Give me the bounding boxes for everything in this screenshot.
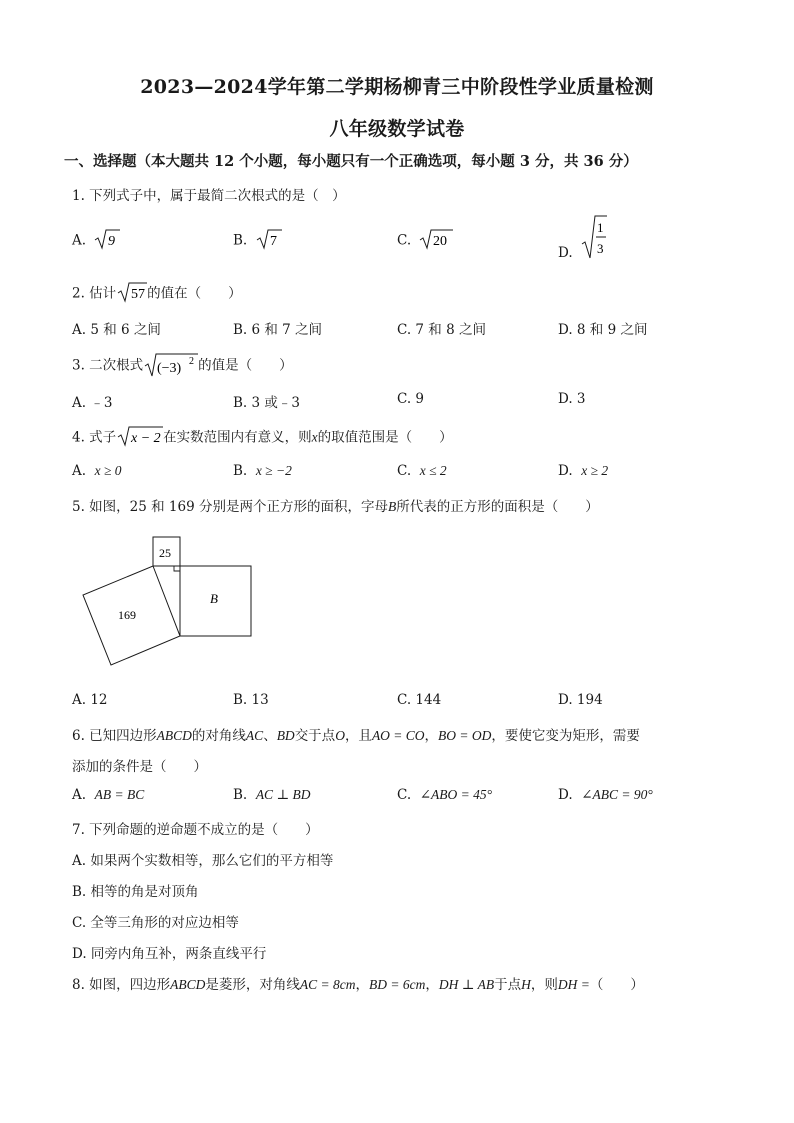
q1-d-denominator: 3 bbox=[596, 241, 604, 256]
q1-option-c: C. 20 bbox=[397, 228, 453, 254]
q8-stem: 8. 如图，四边形ABCD是菱形，对角线AC = 8cm，BD = 6cm，DH ⊥ AB于点H，则DH =（ ） bbox=[72, 977, 644, 993]
q2-option-c: C. 7 和 8 之间 bbox=[397, 322, 486, 338]
q1-d-numerator: 1 bbox=[596, 220, 604, 235]
q7-stem: 7. 下列命题的逆命题不成立的是（ ） bbox=[72, 822, 319, 838]
q4-option-c: C. x ≤ 2 bbox=[397, 463, 447, 479]
q7-option-b: B. 相等的角是对顶角 bbox=[72, 884, 199, 900]
sqrt-symbol bbox=[419, 228, 453, 254]
q5-option-c: C. 144 bbox=[397, 692, 442, 708]
q3-option-a: A. ﹣3 bbox=[72, 395, 113, 411]
q6-stem-line2: 添加的条件是（ ） bbox=[72, 759, 207, 775]
q7-option-a: A. 如果两个实数相等，那么它们的平方相等 bbox=[72, 853, 334, 869]
q6-option-b: B. AC ⊥ BD bbox=[233, 787, 311, 803]
q5-stem: 5. 如图，25 和 169 分别是两个正方形的面积，字母B所代表的正方形的面积是（ ） bbox=[72, 499, 599, 515]
sqrt-symbol bbox=[117, 425, 163, 451]
q5-option-b: B. 13 bbox=[233, 692, 269, 708]
right-angle-mark bbox=[174, 566, 180, 571]
q1-b-radicand: 7 bbox=[269, 234, 277, 249]
q7-option-c: C. 全等三角形的对应边相等 bbox=[72, 915, 239, 931]
q1-option-d: D. 1 3 bbox=[558, 214, 607, 264]
q6-stem-line1: 6. 已知四边形ABCD的对角线AC、BD交于点O，且AO = CO，BO = OD，要使它变为矩形，需要 bbox=[72, 728, 640, 744]
q3-option-c: C. 9 bbox=[397, 391, 425, 407]
small-square-label: 25 bbox=[159, 546, 171, 560]
q3-option-b: B. 3 或﹣3 bbox=[233, 395, 300, 411]
sqrt-symbol bbox=[144, 350, 198, 382]
sqrt-fraction bbox=[581, 214, 607, 264]
q6-option-c: C. ∠ABO = 45° bbox=[397, 787, 493, 803]
q1-option-b: B. 7 bbox=[233, 228, 282, 254]
sqrt-symbol bbox=[256, 228, 282, 254]
exam-subtitle: 八年级数学试卷 bbox=[329, 118, 465, 140]
q1-c-radicand: 20 bbox=[433, 234, 448, 249]
q5-option-a: A. 12 bbox=[72, 692, 108, 708]
sqrt-symbol bbox=[94, 228, 120, 254]
section-heading: 一、选择题（本大题共 12 个小题，每小题只有一个正确选项，每小题 3 分，共 36 分） bbox=[64, 153, 638, 170]
q2-option-a: A. 5 和 6 之间 bbox=[72, 322, 161, 338]
square-b-label: B bbox=[210, 591, 218, 606]
squares-figure bbox=[78, 535, 258, 670]
sqrt-symbol bbox=[117, 281, 147, 307]
svg-text:2: 2 bbox=[189, 356, 195, 367]
large-square-label: 169 bbox=[118, 608, 136, 622]
exam-title: 2023—2024学年第二学期杨柳青三中阶段性学业质量检测 bbox=[140, 76, 654, 98]
q6-option-a: A. AB = BC bbox=[72, 787, 145, 803]
svg-text:(−3): (−3) bbox=[157, 361, 182, 376]
q4-option-d: D. x ≥ 2 bbox=[558, 463, 609, 479]
q3-stem: 3. 二次根式 (−3) 2 的值是（ ） bbox=[72, 350, 293, 382]
q1-a-radicand: 9 bbox=[108, 234, 116, 249]
q6-option-d: D. ∠ABC = 90° bbox=[558, 787, 653, 803]
q5-option-d: D. 194 bbox=[558, 692, 603, 708]
q2-option-d: D. 8 和 9 之间 bbox=[558, 322, 648, 338]
q4-stem: 4. 式子 x − 2 在实数范围内有意义，则x的取值范围是（ ） bbox=[72, 425, 453, 451]
q4-option-b: B. x ≥ −2 bbox=[233, 463, 292, 479]
q7-option-d: D. 同旁内角互补，两条直线平行 bbox=[72, 946, 267, 962]
q2-stem: 2. 估计 57 的值在（ ） bbox=[72, 281, 242, 307]
q2-option-b: B. 6 和 7 之间 bbox=[233, 322, 323, 338]
q4-option-a: A. x ≥ 0 bbox=[72, 463, 122, 479]
q3-option-d: D. 3 bbox=[558, 391, 586, 407]
q1-stem: 1. 下列式子中，属于最简二次根式的是（ ） bbox=[72, 188, 346, 204]
q1-option-a: A. 9 bbox=[72, 228, 120, 254]
svg-text:x − 2: x − 2 bbox=[131, 431, 161, 446]
svg-text:57: 57 bbox=[131, 287, 146, 302]
